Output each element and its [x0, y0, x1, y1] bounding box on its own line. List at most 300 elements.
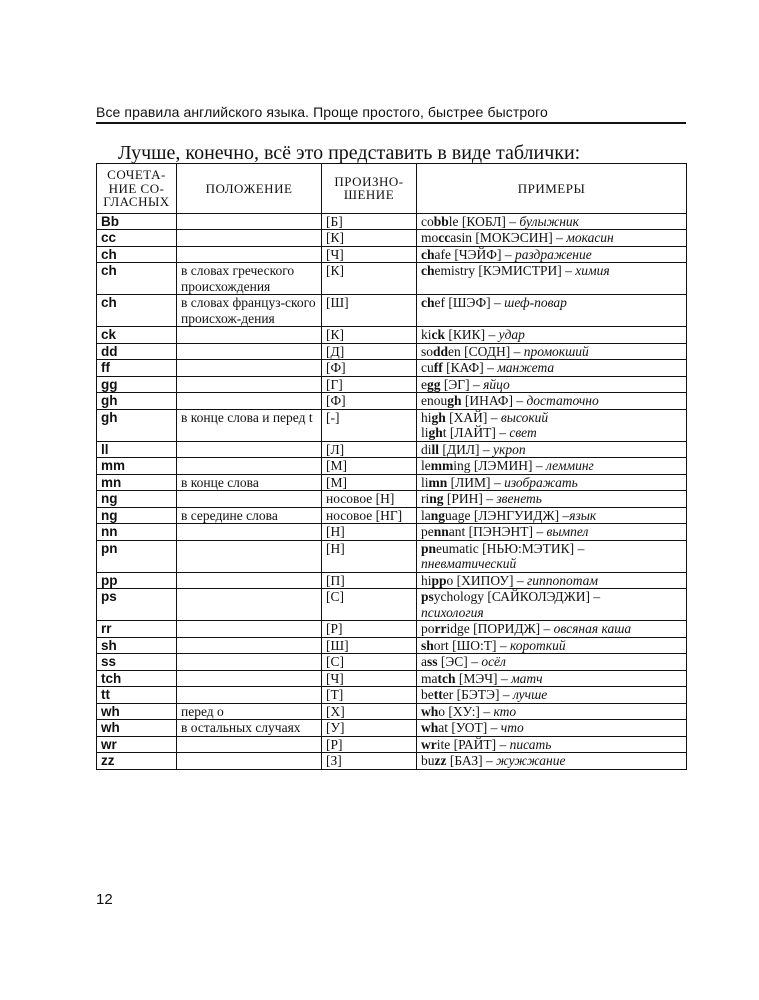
highlighted-letters: gh: [447, 393, 462, 408]
position-cell: [177, 753, 322, 770]
combination-cell: ch: [97, 263, 177, 295]
example-line: [421, 753, 682, 769]
example-translation: укроп: [493, 441, 526, 457]
word-fragment: bu: [421, 753, 435, 768]
dash: –: [479, 441, 494, 457]
combination-cell: wr: [97, 736, 177, 753]
highlighted-letters: pp: [431, 572, 447, 588]
example-word: [421, 654, 438, 669]
dash: –: [487, 720, 501, 735]
highlighted-letters: gh: [428, 425, 443, 440]
table-row: [97, 654, 687, 671]
combination-cell: nn: [97, 524, 177, 541]
table-row: [97, 441, 687, 458]
examples-cell: [417, 409, 687, 441]
table-row: [97, 295, 687, 327]
examples-cell: [417, 295, 687, 327]
example-pronunciation: [САЙКОЛЭДЖИ]: [487, 589, 590, 604]
dash: –: [512, 393, 527, 408]
combination-cell: wh: [97, 720, 177, 737]
highlighted-letters: bb: [433, 213, 449, 229]
combination-cell: pp: [97, 572, 177, 589]
position-cell: [177, 589, 322, 621]
example-translation: гиппопотам: [526, 572, 599, 588]
example-translation: язык: [569, 507, 597, 523]
table-row: [97, 736, 687, 753]
example-pronunciation: [КАФ]: [446, 360, 484, 375]
position-cell: [177, 491, 322, 508]
word-fragment: li: [421, 474, 429, 490]
word-fragment: po: [421, 621, 435, 636]
example-pronunciation: [ЧЭЙФ]: [454, 246, 502, 262]
dash: –: [490, 295, 505, 310]
word-fragment: mo: [421, 230, 439, 245]
position-cell: [177, 524, 322, 541]
example-line: [421, 541, 682, 572]
combination-cell: mm: [97, 458, 177, 475]
example-word: [421, 737, 450, 752]
example-word: [421, 230, 472, 245]
word-fragment: eumatic: [436, 540, 479, 556]
example-word: [421, 263, 475, 278]
word-fragment: e: [421, 376, 427, 392]
word-fragment: ma: [421, 670, 438, 686]
pronunciation-cell: [Ф]: [322, 360, 417, 377]
position-cell: в конце слова и перед t: [177, 409, 322, 441]
table-row: [97, 474, 687, 491]
highlighted-letters: sh: [421, 637, 434, 653]
table-row: [97, 507, 687, 524]
example-translation: достаточно: [526, 393, 599, 408]
combination-cell: cc: [97, 230, 177, 247]
example-translation: жужжание: [496, 753, 566, 768]
pronunciation-cell: [К]: [322, 263, 417, 295]
example-translation: овсяная каша: [553, 621, 632, 636]
word-fragment: ef: [434, 295, 445, 310]
example-pronunciation: [ЛЭНГУИДЖ]: [473, 507, 560, 523]
combination-cell: gh: [97, 409, 177, 441]
highlighted-letters: ng: [429, 491, 444, 506]
word-fragment: be: [421, 687, 434, 702]
running-header: Все правила английского языка. Проще простого, быстрее быстрого: [96, 104, 548, 120]
highlighted-letters: ch: [421, 263, 435, 278]
position-cell: [177, 441, 322, 458]
examples-cell: [417, 703, 687, 720]
highlighted-letters: gg: [427, 376, 441, 392]
position-cell: [177, 230, 322, 247]
highlighted-letters: mn: [428, 474, 448, 490]
intro-sentence: Лучше, конечно, всё это представить в виде таблички:: [118, 142, 581, 164]
examples-cell: [417, 491, 687, 508]
word-fragment: di: [421, 441, 432, 457]
example-pronunciation: [РИН]: [446, 491, 483, 506]
col-header-pronunciation: ПРОИЗНО- ШЕНИЕ: [322, 164, 417, 214]
word-fragment: li: [421, 425, 429, 440]
example-pronunciation: [ХАЙ]: [449, 409, 488, 425]
position-cell: [177, 327, 322, 344]
position-cell: в остальных случаях: [177, 720, 322, 737]
dash: –: [485, 327, 499, 342]
example-line: [421, 654, 682, 670]
pronunciation-cell: [Д]: [322, 343, 417, 360]
pronunciation-cell: [С]: [322, 589, 417, 621]
table-row: [97, 720, 687, 737]
table-row: [97, 360, 687, 377]
examples-cell: [417, 621, 687, 638]
example-translation: писать: [509, 736, 552, 752]
word-fragment: cu: [421, 360, 434, 375]
dash: –: [561, 263, 576, 278]
pronunciation-cell: [М]: [322, 458, 417, 475]
position-cell: в середине слова: [177, 507, 322, 524]
highlighted-letters: ck: [431, 327, 446, 342]
example-pronunciation: [ШЭФ]: [448, 295, 491, 310]
dash: –: [552, 230, 567, 245]
pronunciation-cell: [-]: [322, 409, 417, 441]
example-word: [421, 491, 444, 506]
position-cell: [177, 343, 322, 360]
example-word: [421, 410, 446, 425]
combination-cell: ng: [97, 507, 177, 524]
example-word: [421, 753, 446, 768]
combination-cell: zz: [97, 753, 177, 770]
example-word: [421, 621, 470, 636]
pronunciation-cell: [Н]: [322, 524, 417, 541]
example-word: [421, 589, 484, 604]
table-row: [97, 753, 687, 770]
pronunciation-cell: [Г]: [322, 376, 417, 393]
position-cell: в словах француз-ского происхож-дения: [177, 295, 322, 327]
combination-cell: ch: [97, 246, 177, 263]
word-fragment: le: [421, 458, 431, 473]
example-pronunciation: [ПЭНЭНТ]: [468, 524, 533, 539]
combination-cell: ck: [97, 327, 177, 344]
position-cell: [177, 637, 322, 654]
position-cell: в словах греческого происхождения: [177, 263, 322, 295]
examples-cell: [417, 736, 687, 753]
dash: –: [505, 213, 520, 229]
highlighted-letters: nn: [433, 524, 449, 539]
highlighted-letters: pn: [421, 540, 437, 556]
table-row: [97, 670, 687, 687]
table-row: [97, 491, 687, 508]
example-translation: высокий: [500, 409, 549, 425]
example-line: [421, 393, 682, 409]
highlighted-letters: dd: [433, 343, 449, 359]
highlighted-letters: ps: [421, 589, 434, 604]
word-fragment: ort: [433, 637, 449, 653]
examples-cell: [417, 474, 687, 491]
dash: –: [532, 458, 546, 473]
highlighted-letters: ff: [433, 360, 443, 375]
example-translation: промокший: [523, 343, 589, 359]
word-fragment: co: [421, 213, 434, 229]
example-word: [421, 573, 453, 588]
examples-cell: [417, 343, 687, 360]
example-line: [421, 442, 682, 458]
example-line: [421, 214, 682, 230]
word-fragment: ite: [436, 736, 451, 752]
example-word: [421, 377, 441, 392]
example-word: [421, 393, 462, 408]
word-fragment: uage: [445, 507, 471, 523]
dash: –: [482, 753, 497, 768]
highlighted-letters: ch: [421, 246, 435, 262]
col-header-combination: СОЧЕТА- НИЕ СО- ГЛАСНЫХ: [97, 164, 177, 214]
word-fragment: afe: [434, 246, 451, 262]
dash: –: [559, 507, 570, 523]
example-translation: шеф-повар: [504, 295, 567, 310]
dash: –: [487, 409, 501, 425]
word-fragment: a: [421, 654, 427, 669]
example-word: [421, 360, 443, 375]
example-pronunciation: [НЬЮ:МЭТИК]: [482, 540, 575, 556]
example-pronunciation: [ЭГ]: [443, 376, 470, 392]
example-pronunciation: [ХИПОУ]: [456, 572, 514, 588]
example-line: [421, 410, 682, 426]
pronunciation-cell: [С]: [322, 654, 417, 671]
position-cell: [177, 621, 322, 638]
highlighted-letters: tch: [437, 670, 456, 686]
position-cell: [177, 654, 322, 671]
example-pronunciation: [ДИЛ]: [442, 441, 480, 457]
position-cell: [177, 376, 322, 393]
example-pronunciation: [КОБЛ]: [461, 213, 506, 229]
word-fragment: idge: [446, 621, 470, 636]
highlighted-letters: zz: [434, 753, 447, 768]
col-header-position: ПОЛОЖЕНИЕ: [177, 164, 322, 214]
dash: –: [483, 360, 498, 375]
example-translation: химия: [575, 263, 610, 278]
table-row: [97, 703, 687, 720]
highlighted-letters: ss: [427, 654, 438, 669]
table-row: [97, 246, 687, 263]
example-line: [421, 621, 682, 637]
example-line: [421, 344, 682, 360]
highlighted-letters: mm: [430, 458, 454, 473]
pronunciation-cell: [Б]: [322, 213, 417, 230]
word-fragment: hi: [421, 409, 432, 425]
example-line: [421, 573, 682, 589]
pronunciation-cell: [Р]: [322, 621, 417, 638]
col-header-examples: ПРИМЕРЫ: [417, 164, 687, 214]
example-line: [421, 589, 682, 620]
word-fragment: o: [438, 703, 446, 719]
example-line: [421, 671, 682, 687]
pronunciation-cell: [Ф]: [322, 393, 417, 410]
word-fragment: la: [421, 507, 431, 523]
table-row: [97, 589, 687, 621]
word-fragment: at: [438, 720, 449, 735]
example-pronunciation: [СОДН]: [464, 343, 511, 359]
word-fragment: le: [448, 213, 459, 229]
example-pronunciation: [МЭЧ]: [458, 670, 498, 686]
dash: –: [482, 491, 497, 506]
pronunciation-cell: [З]: [322, 753, 417, 770]
dash: –: [532, 524, 547, 539]
example-pronunciation: [ШО:Т]: [452, 637, 497, 653]
examples-cell: [417, 246, 687, 263]
example-pronunciation: [РАЙТ]: [453, 736, 497, 752]
example-translation: звенеть: [496, 491, 542, 506]
examples-cell: [417, 572, 687, 589]
combination-cell: Bb: [97, 213, 177, 230]
example-translation: свет: [509, 425, 537, 440]
example-word: [421, 687, 453, 702]
highlighted-letters: cc: [438, 230, 451, 245]
example-pronunciation: [БАЗ]: [449, 753, 483, 768]
pronunciation-cell: [Ш]: [322, 295, 417, 327]
combination-cell: sh: [97, 637, 177, 654]
table-row: [97, 393, 687, 410]
pronunciation-cell: [Ч]: [322, 246, 417, 263]
example-line: [421, 263, 682, 279]
example-word: [421, 638, 449, 653]
dash: –: [499, 687, 513, 702]
table-row: [97, 213, 687, 230]
example-word: [421, 295, 445, 310]
position-cell: [177, 670, 322, 687]
word-fragment: pe: [421, 524, 434, 539]
dash: –: [469, 376, 484, 392]
dash: –: [589, 589, 601, 604]
example-word: [421, 671, 456, 686]
word-fragment: ychology: [433, 589, 485, 604]
highlighted-letters: gh: [431, 409, 446, 425]
pronunciation-cell: [Ш]: [322, 637, 417, 654]
examples-cell: [417, 263, 687, 295]
combination-cell: dd: [97, 343, 177, 360]
example-pronunciation: [КИК]: [448, 327, 486, 342]
dash: –: [490, 474, 505, 490]
examples-cell: [417, 540, 687, 572]
example-line: [421, 360, 682, 376]
examples-cell: [417, 753, 687, 770]
highlighted-letters: ng: [430, 507, 446, 523]
combination-cell: ps: [97, 589, 177, 621]
position-cell: [177, 736, 322, 753]
dash: –: [513, 572, 527, 588]
combination-cell: ch: [97, 295, 177, 327]
position-cell: [177, 393, 322, 410]
example-line: [421, 295, 682, 311]
example-word: [421, 425, 447, 440]
pronunciation-cell: [Х]: [322, 703, 417, 720]
example-line: [421, 230, 682, 246]
example-word: [421, 508, 471, 523]
pronunciation-cell: [К]: [322, 230, 417, 247]
word-fragment: emistry: [434, 263, 475, 278]
example-line: [421, 704, 682, 720]
table-row: [97, 376, 687, 393]
dash: –: [510, 343, 524, 359]
combination-cell: ss: [97, 654, 177, 671]
example-word: [421, 524, 465, 539]
pronunciation-cell: [Н]: [322, 540, 417, 572]
example-translation: матч: [511, 670, 543, 686]
example-pronunciation: [ИНАФ]: [464, 393, 513, 408]
example-line: [421, 508, 682, 524]
example-translation: лучше: [512, 687, 548, 702]
example-translation: яйцо: [483, 376, 510, 392]
example-word: [421, 720, 448, 735]
example-translation: булыжник: [519, 213, 579, 229]
examples-cell: [417, 654, 687, 671]
pronunciation-cell: носовое [Н]: [322, 491, 417, 508]
combination-cell: tt: [97, 687, 177, 704]
example-translation: что: [500, 720, 524, 735]
combination-cell: wh: [97, 703, 177, 720]
word-fragment: ki: [421, 327, 432, 342]
pronunciation-cell: [Т]: [322, 687, 417, 704]
table-row: [97, 621, 687, 638]
example-translation: психология: [421, 604, 484, 620]
example-translation: изображать: [504, 474, 578, 490]
example-pronunciation: [ЛИМ]: [450, 474, 491, 490]
position-cell: [177, 458, 322, 475]
dash: –: [497, 670, 512, 686]
example-word: [421, 442, 439, 457]
example-translation: кто: [493, 703, 517, 719]
word-fragment: so: [421, 343, 434, 359]
position-cell: [177, 540, 322, 572]
word-fragment: ant: [448, 524, 466, 539]
table-row: [97, 458, 687, 475]
position-cell: [177, 246, 322, 263]
word-fragment: en: [448, 343, 461, 359]
example-translation: мокасин: [566, 230, 614, 245]
position-cell: [177, 360, 322, 377]
examples-cell: [417, 687, 687, 704]
word-fragment: ing: [453, 458, 471, 473]
example-line: [421, 491, 682, 507]
example-translation: удар: [498, 327, 525, 342]
combination-cell: gg: [97, 376, 177, 393]
pronunciation-cell: носовое [НГ]: [322, 507, 417, 524]
position-cell: [177, 572, 322, 589]
highlighted-letters: ch: [421, 295, 435, 310]
dash: –: [495, 425, 510, 440]
table-body: [97, 213, 687, 769]
example-translation: короткий: [510, 637, 566, 653]
example-line: [421, 687, 682, 703]
example-pronunciation: [ЛЭМИН]: [473, 458, 533, 473]
table-row: [97, 327, 687, 344]
example-translation: лемминг: [545, 458, 594, 473]
combination-cell: tch: [97, 670, 177, 687]
table-row: [97, 230, 687, 247]
table-row: [97, 409, 687, 441]
header-rule: [96, 122, 686, 124]
example-line: [421, 425, 682, 441]
position-cell: в конце слова: [177, 474, 322, 491]
pronunciation-cell: [Л]: [322, 441, 417, 458]
position-cell: [177, 213, 322, 230]
position-cell: перед o: [177, 703, 322, 720]
combination-cell: ng: [97, 491, 177, 508]
pronunciation-cell: [У]: [322, 720, 417, 737]
example-pronunciation: [ЛАЙТ]: [449, 425, 496, 440]
word-fragment: t: [442, 425, 447, 440]
example-word: [421, 327, 445, 342]
example-pronunciation: [КЭМИСТРИ]: [478, 263, 562, 278]
highlighted-letters: tt: [433, 687, 443, 702]
examples-cell: [417, 524, 687, 541]
example-line: [421, 327, 682, 343]
pronunciation-cell: [П]: [322, 572, 417, 589]
pronunciation-cell: [М]: [322, 474, 417, 491]
table-row: [97, 263, 687, 295]
